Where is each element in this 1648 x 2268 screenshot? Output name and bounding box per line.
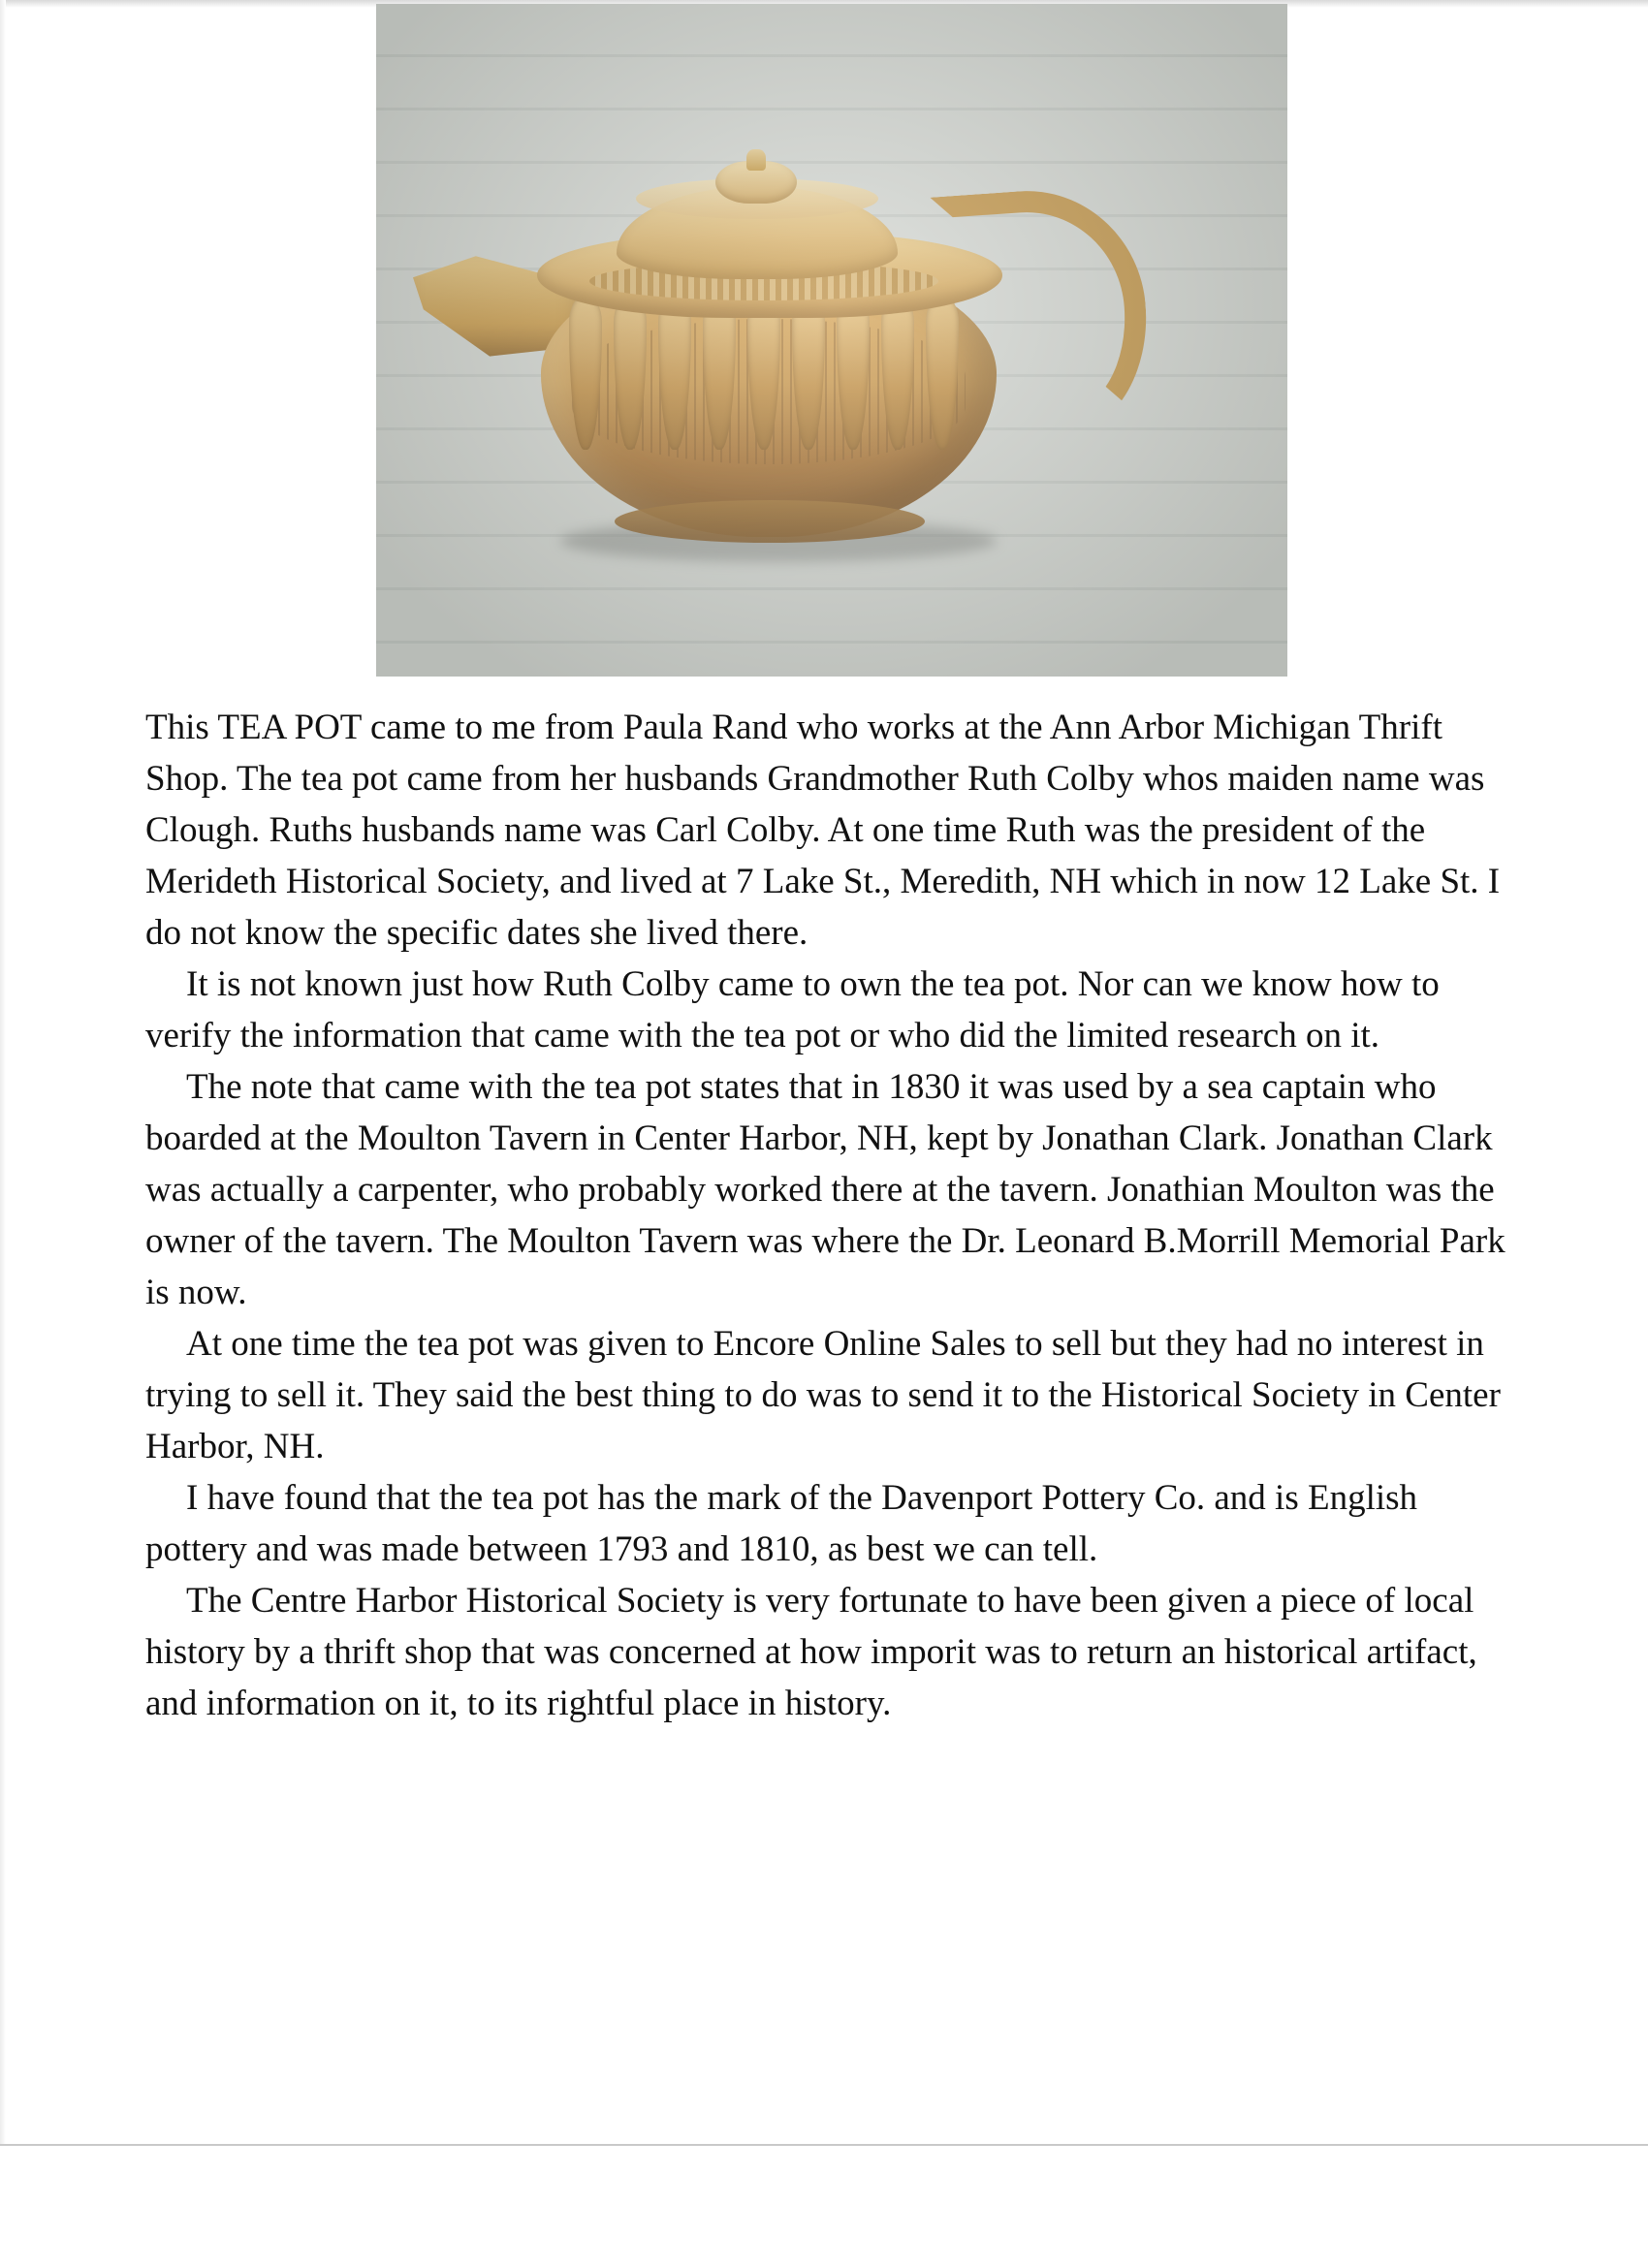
- scan-left-edge: [0, 0, 6, 2148]
- teapot-photograph: [376, 4, 1287, 677]
- document-text: [145, 702, 1514, 1729]
- paragraph-4: At one time the tea pot was given to Encore Online Sales to sell but they had no interest in trying to sell it. They said the best thing to do was to send it to the Historical Society in Center Harbor, NH.: [145, 1324, 1501, 1466]
- paragraph-6: The Centre Harbor Historical Society is very fortunate to have been given a piece of local history by a thrift shop that was concerned at how imporit was to return an historical artifact, and information on it, to its rightful place in history.: [145, 1581, 1477, 1723]
- paragraph-1: This TEA POT came to me from Paula Rand who works at the Ann Arbor Michigan Thrift Shop. The tea pot came from her husbands Grandmother Ruth Colby whos maiden name was Clough. Ruths husbands name was Carl Colby. At one time Ruth was the president of the Merideth Historical Society, and lived at 7 Lake St., Meredith, NH which in now 12 Lake St. I do not know the specific dates she lived there.: [145, 708, 1501, 953]
- photo-vignette: [376, 4, 1287, 677]
- paragraph-2: It is not known just how Ruth Colby came to own the tea pot. Nor can we know how to verify the information that came with the tea pot or who did the limited research on it.: [145, 964, 1440, 1055]
- paragraph-3: The note that came with the tea pot states that in 1830 it was used by a sea captain who boarded at the Moulton Tavern in Center Harbor, NH, kept by Jonathan Clark. Jonathan Clark was actually a carpenter, who probably worked there at the tavern. Jonathian Moulton was the owner of the tavern. The Moulton Tavern was where the Dr. Leonard B.Morrill Memorial Park is now.: [145, 1067, 1505, 1312]
- scan-bottom-edge: [0, 2144, 1648, 2268]
- paragraph-5: I have found that the tea pot has the mark of the Davenport Pottery Co. and is English pottery and was made between 1793 and 1810, as best we can tell.: [145, 1478, 1418, 1569]
